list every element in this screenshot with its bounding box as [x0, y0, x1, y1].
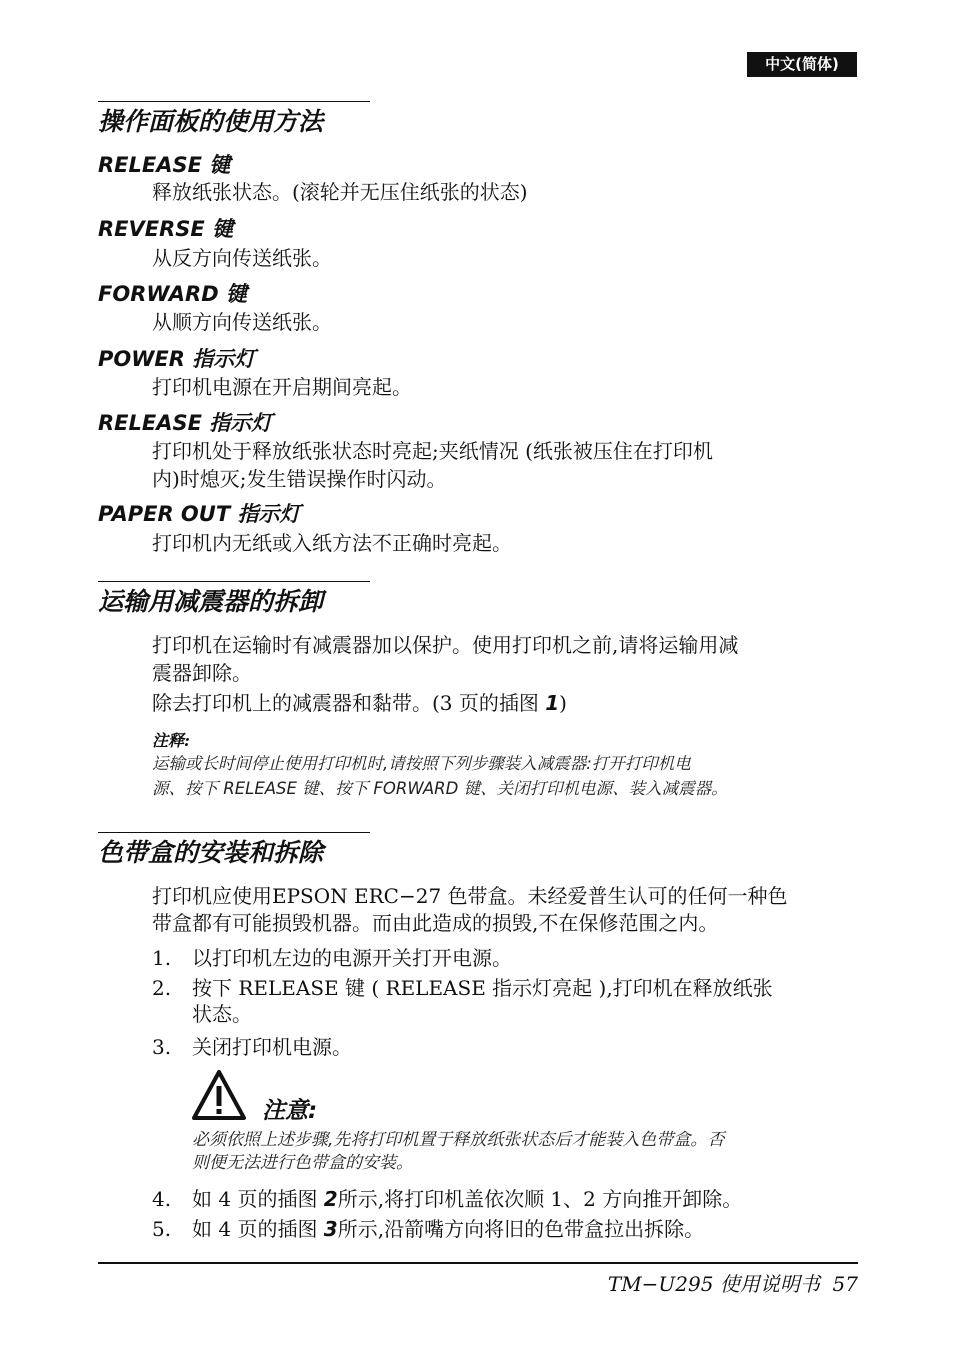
note-line2: 源、按下 RELEASE 键、按下 FORWARD 键、关闭打印机电源、装入减震器。: [152, 779, 728, 798]
step-text: 状态。: [192, 1002, 252, 1026]
shock-para1-line2: 震器卸除。: [152, 661, 252, 685]
item-title-paper-out-light: PAPER OUT 指示灯: [98, 502, 301, 526]
section-rule: [98, 101, 370, 102]
step-text: 以打印机左边的电源开关打开电源。: [192, 946, 512, 970]
item-text-forward-key: 从顺方向传送纸张。: [152, 310, 332, 334]
item-title-power-light: POWER 指示灯: [98, 347, 256, 371]
step-text-suffix: 所示,将打印机盖依次顺 1、2 方向推开卸除。: [337, 1187, 743, 1211]
figure-number: 1: [545, 691, 560, 715]
ribbon-intro-line2: 带盒都有可能损毁机器。而由此造成的损毁,不在保修范围之内。: [152, 911, 719, 935]
step-text-prefix: 如 4 页的插图: [192, 1187, 324, 1211]
step-text: [192, 1185, 860, 1214]
shock-para2-prefix: 除去打印机上的减震器和黏带。(3 页的插图: [152, 691, 546, 715]
step-text-suffix: 所示,沿箭嘴方向将旧的色带盒拉出拆除。: [337, 1217, 705, 1241]
section-rule: [98, 581, 370, 582]
step-text: [192, 1215, 860, 1244]
item-text-paper-out-light: 打印机内无纸或入纸方法不正确时亮起。: [152, 531, 512, 555]
shock-para2: [152, 689, 860, 718]
figure-number: 2: [323, 1187, 338, 1211]
caution-line2: 则便无法进行色带盒的安装。: [192, 1153, 413, 1173]
step-text: 按下 RELEASE 键 ( RELEASE 指示灯亮起 ),打印机在释放纸张: [192, 976, 773, 1000]
shock-para2-suffix: ): [559, 691, 567, 715]
step-number: 2.: [152, 976, 172, 1000]
footer: [608, 1271, 858, 1297]
item-text-reverse-key: 从反方向传送纸张。: [152, 246, 332, 270]
note-line1: 运输或长时间停止使用打印机时,请按照下列步骤装入减震器:打开打印机电: [152, 754, 691, 773]
item-text-power-light: 打印机电源在开启期间亮起。: [152, 375, 412, 399]
step-text-prefix: 如 4 页的插图: [192, 1217, 324, 1241]
section-rule: [98, 832, 370, 833]
ribbon-intro-line1: 打印机应使用EPSON ERC−27 色带盒。未经爱普生认可的任何一种色: [152, 884, 788, 908]
section-title-shock-absorber: 运输用减震器的拆卸: [98, 587, 324, 616]
figure-number: 3: [323, 1217, 338, 1241]
language-tag: 中文(简体): [747, 52, 857, 77]
caution-title: 注意:: [262, 1098, 318, 1124]
item-text-release-light-line2: 内)时熄灭;发生错误操作时闪动。: [152, 467, 447, 491]
warning-triangle-icon: [190, 1068, 248, 1122]
section-title-ribbon-cassette: 色带盒的安装和拆除: [98, 838, 324, 867]
step-number: 4.: [152, 1187, 172, 1211]
item-text-release-light-line1: 打印机处于释放纸张状态时亮起;夹纸情况 (纸张被压住在打印机: [152, 439, 713, 463]
step-text: 关闭打印机电源。: [192, 1035, 352, 1059]
section-title-control-panel: 操作面板的使用方法: [98, 107, 324, 136]
item-text-release-key: 释放纸张状态。(滚轮并无压住纸张的状态): [152, 180, 528, 204]
footer-rule: [98, 1262, 858, 1264]
shock-para1-line1: 打印机在运输时有减震器加以保护。使用打印机之前,请将运输用减: [152, 633, 739, 657]
step-number: 5.: [152, 1217, 172, 1241]
manual-title: TM−U295 使用说明书: [607, 1272, 820, 1296]
page-number: 57: [832, 1272, 858, 1296]
caution-line1: 必须依照上述步骤,先将打印机置于释放纸张状态后才能装入色带盒。否: [192, 1130, 725, 1150]
item-title-reverse-key: REVERSE 键: [98, 217, 234, 241]
note-label: 注释:: [152, 731, 190, 750]
step-number: 3.: [152, 1035, 172, 1059]
step-number: 1.: [152, 946, 172, 970]
item-title-release-key: RELEASE 键: [98, 153, 231, 177]
item-title-forward-key: FORWARD 键: [98, 282, 247, 306]
item-title-release-light: RELEASE 指示灯: [98, 411, 273, 435]
